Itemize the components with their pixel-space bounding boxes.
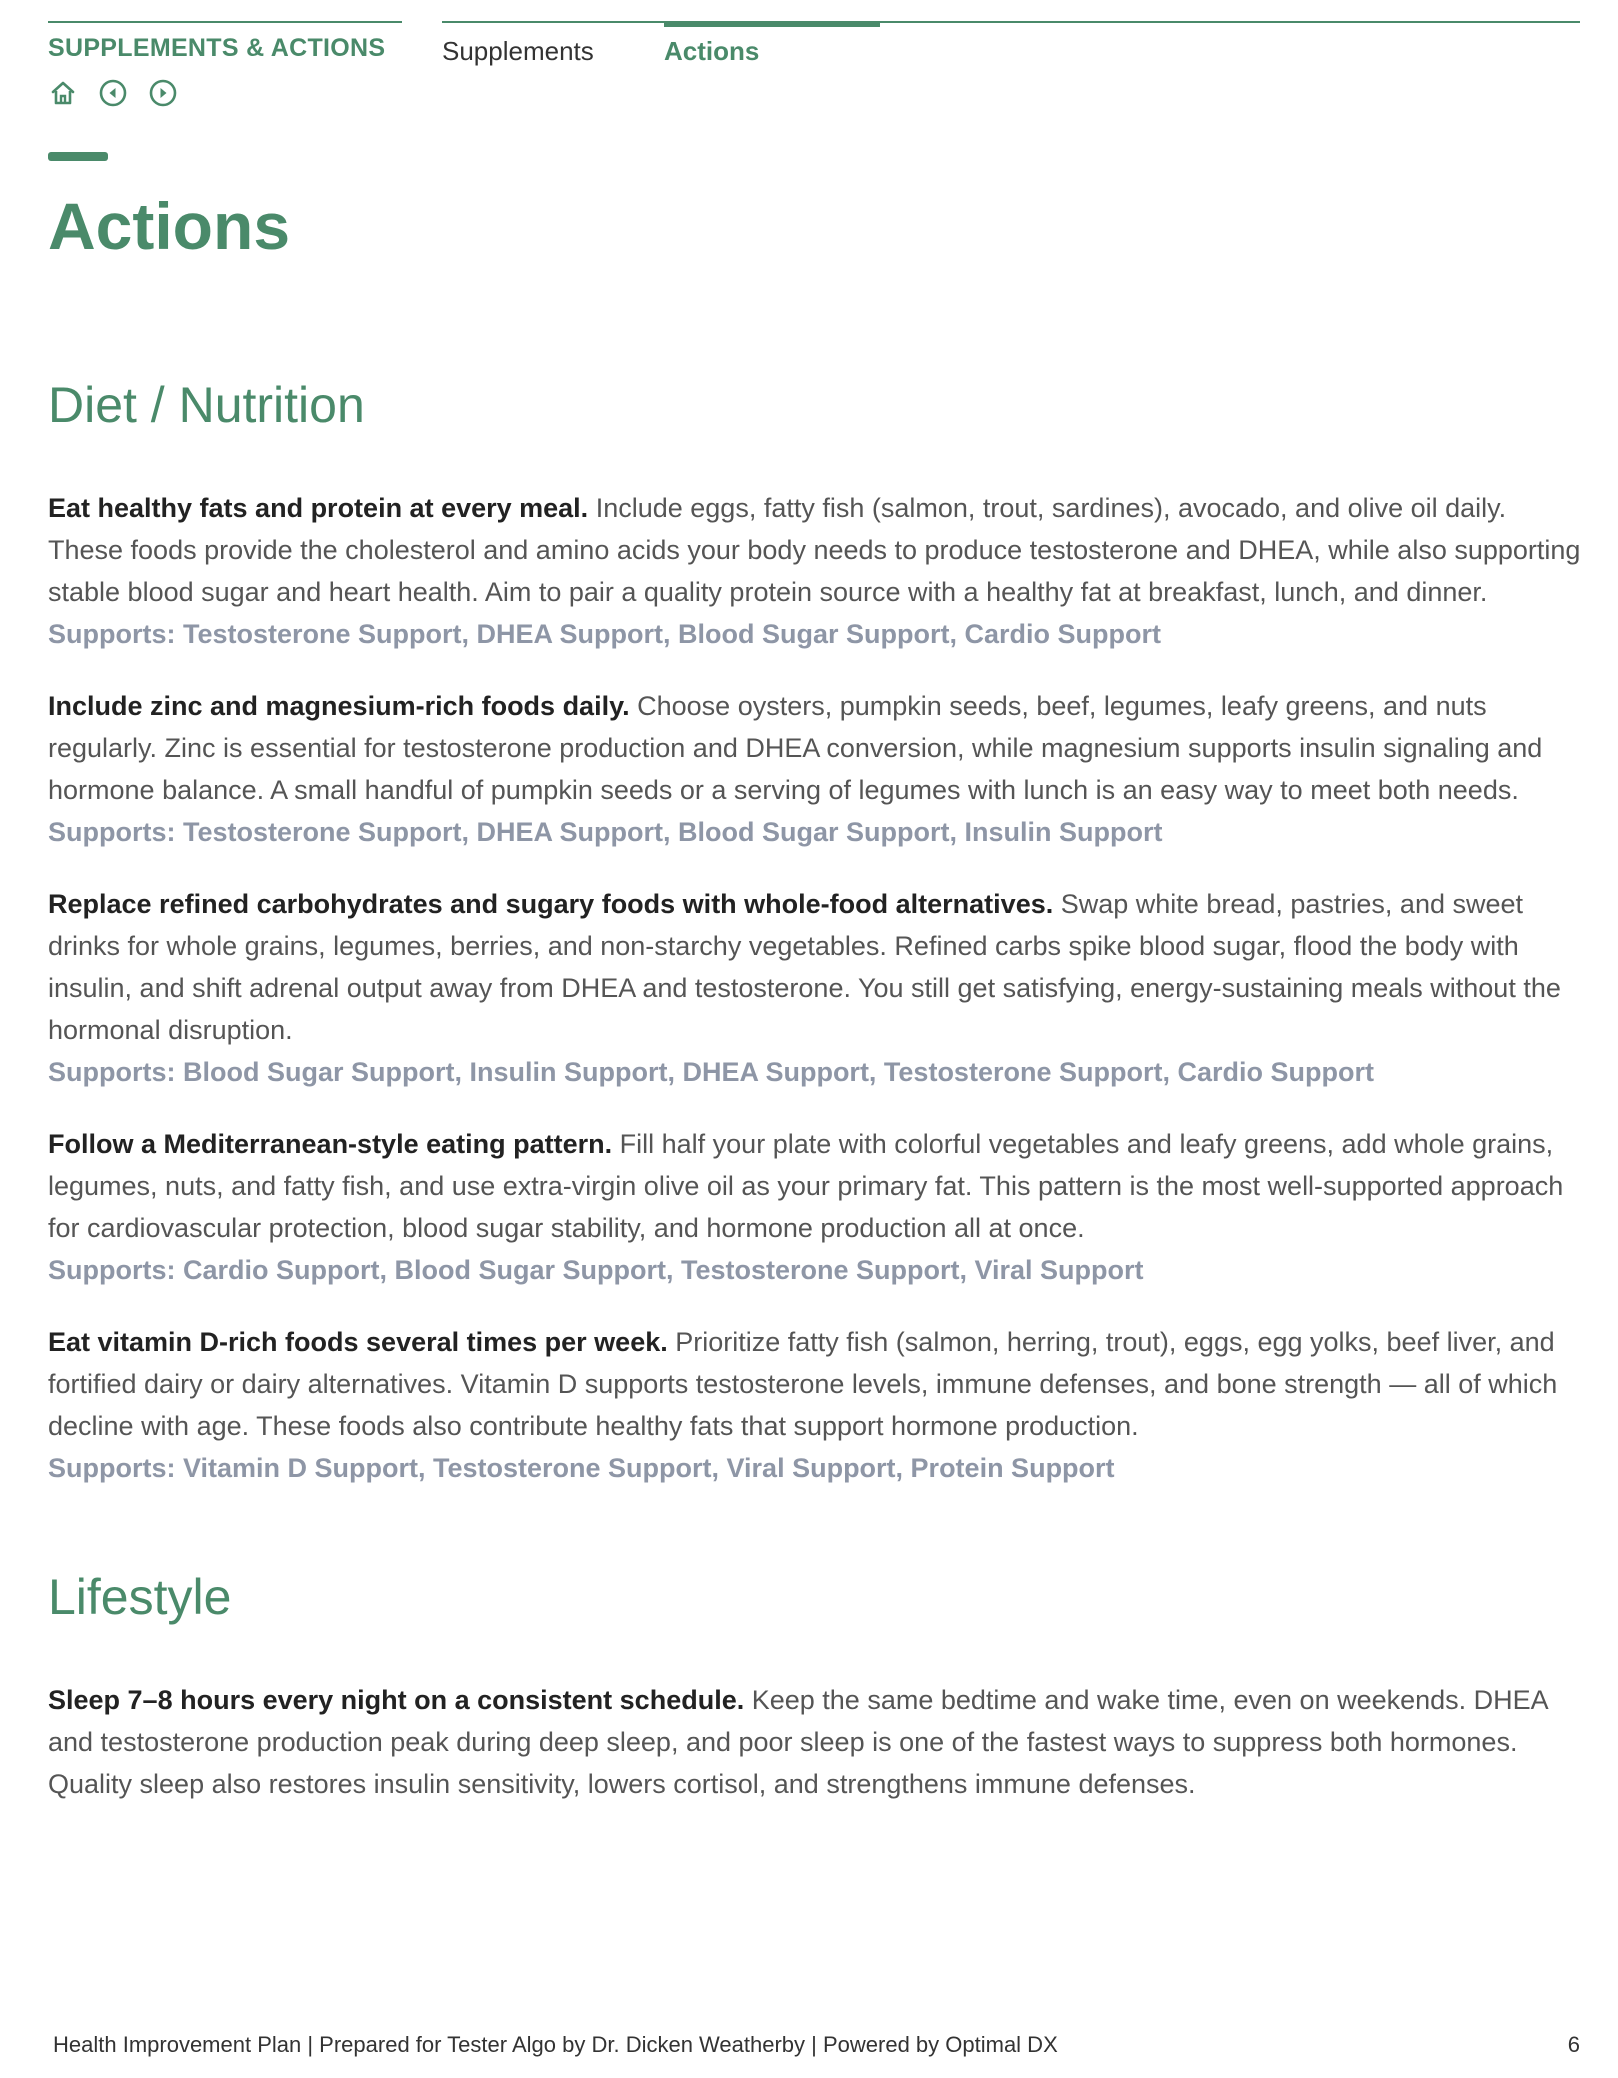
action-lead: Eat healthy fats and protein at every meal. (48, 493, 589, 523)
action-body: Choose oysters, pumpkin seeds, beef, legumes, leafy greens, and nuts regularly. Zinc is essential for testosterone production and DHEA conversion, while magnesium supports insulin signaling and hormone balance. A small handful of pumpkin seeds or a serving of legumes with lunch is an easy way to meet both needs. (48, 691, 1543, 805)
action-text (48, 685, 1588, 811)
action-supports: Supports: Testosterone Support, DHEA Support, Blood Sugar Support, Insulin Support (48, 817, 1163, 847)
action-supports: Supports: Blood Sugar Support, Insulin Support, DHEA Support, Testosterone Support, Cardio Support (48, 1057, 1374, 1087)
previous-icon[interactable] (98, 78, 128, 108)
action-supports: Supports: Testosterone Support, DHEA Support, Blood Sugar Support, Cardio Support (48, 619, 1161, 649)
action-item (48, 685, 1588, 853)
action-item (48, 1123, 1588, 1291)
category-title-lifestyle: Lifestyle (48, 1569, 232, 1625)
header-rule-left (48, 21, 402, 23)
tab-supplements[interactable]: Supplements (442, 36, 594, 66)
action-item (48, 487, 1588, 655)
action-text (48, 1321, 1588, 1447)
action-body: Keep the same bedtime and wake time, even on weekends. DHEA and testosterone production peak during deep sleep, and poor sleep is one of the fastest ways to suppress both hormones. Quality sleep also restores insulin sensitivity, lowers cortisol, and strengthens immune defenses. (48, 1685, 1548, 1799)
next-icon[interactable] (148, 78, 178, 108)
action-lead: Follow a Mediterranean-style eating pattern. (48, 1129, 613, 1159)
action-item (48, 1321, 1588, 1489)
action-lead: Sleep 7–8 hours every night on a consistent schedule. (48, 1685, 745, 1715)
page-title: Actions (48, 189, 291, 263)
action-item (48, 883, 1588, 1093)
action-supports: Supports: Vitamin D Support, Testosterone Support, Viral Support, Protein Support (48, 1453, 1115, 1483)
action-item (48, 1679, 1588, 1805)
home-icon[interactable] (48, 78, 78, 108)
action-body: Swap white bread, pastries, and sweet drinks for whole grains, legumes, berries, and non-starchy vegetables. Refined carbs spike blood sugar, flood the body with insulin, and shift adrenal output away from DHEA and testosterone. You still get satisfying, energy-sustaining meals without the hormonal disruption. (48, 889, 1561, 1045)
header-rule-right (442, 21, 1580, 23)
action-text (48, 487, 1588, 613)
title-accent-bar (48, 152, 108, 161)
action-lead: Eat vitamin D-rich foods several times per week. (48, 1327, 668, 1357)
action-text (48, 883, 1588, 1051)
action-text (48, 1679, 1588, 1805)
action-text (48, 1123, 1588, 1249)
actions-content (48, 375, 1588, 1835)
footer-text: Health Improvement Plan | Prepared for Tester Algo by Dr. Dicken Weatherby | Powered by Optimal DX (53, 2032, 1058, 2057)
page-number: 6 (1567, 2032, 1580, 2057)
action-lead: Include zinc and magnesium-rich foods daily. (48, 691, 630, 721)
nav-icons (48, 78, 178, 108)
action-body: Prioritize fatty fish (salmon, herring, trout), eggs, egg yolks, beef liver, and fortified dairy or dairy alternatives. Vitamin D supports testosterone levels, immune defenses, and bone strength — all of which decline with age. These foods also contribute healthy fats that support hormone production. (48, 1327, 1558, 1441)
active-tab-indicator (664, 21, 880, 27)
section-label: SUPPLEMENTS & ACTIONS (48, 34, 386, 62)
tab-actions[interactable]: Actions (664, 36, 760, 66)
action-lead: Replace refined carbohydrates and sugary foods with whole-food alternatives. (48, 889, 1054, 919)
category-title-diet: Diet / Nutrition (48, 377, 365, 433)
action-supports: Supports: Cardio Support, Blood Sugar Support, Testosterone Support, Viral Support (48, 1255, 1144, 1285)
action-body: Fill half your plate with colorful vegetables and leafy greens, add whole grains, legumes, nuts, and fatty fish, and use extra-virgin olive oil as your primary fat. This pattern is the most well-supported approach for cardiovascular protection, blood sugar stability, and hormone production all at once. (48, 1129, 1564, 1243)
action-body: Include eggs, fatty fish (salmon, trout, sardines), avocado, and olive oil daily. These foods provide the cholesterol and amino acids your body needs to produce testosterone and DHEA, while also supporting stable blood sugar and heart health. Aim to pair a quality protein source with a healthy fat at breakfast, lunch, and dinner. (48, 493, 1581, 607)
